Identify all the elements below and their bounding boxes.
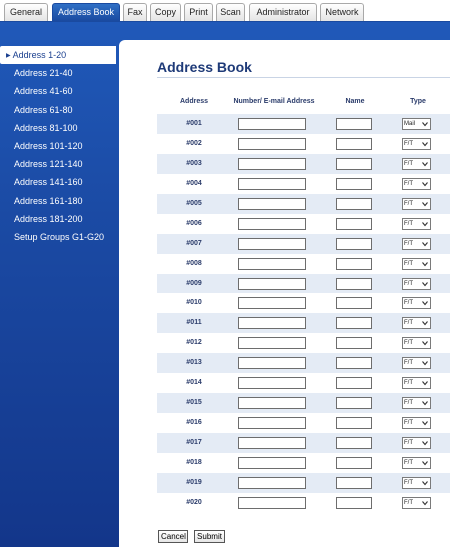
number-email-input[interactable] <box>238 357 306 369</box>
name-input[interactable] <box>336 238 372 250</box>
sidebar-item-address-181-200[interactable]: Address 181-200 <box>14 213 83 224</box>
type-select-value: F/T <box>404 240 413 247</box>
name-input[interactable] <box>336 258 372 270</box>
name-input[interactable] <box>336 158 372 170</box>
tab-print[interactable]: Print <box>184 3 213 21</box>
sidebar-item-address-41-60[interactable]: Address 41-60 <box>14 86 73 97</box>
type-select-value: F/T <box>404 160 413 167</box>
address-id: #016 <box>186 419 202 427</box>
address-id: #011 <box>186 319 202 327</box>
type-select-value: F/T <box>404 260 413 267</box>
type-select-value: F/T <box>404 420 413 427</box>
type-select[interactable] <box>402 178 431 190</box>
tab-scan[interactable]: Scan <box>216 3 245 21</box>
chevron-down-icon <box>421 499 429 507</box>
type-select-value: F/T <box>404 499 413 506</box>
top-tab-bar <box>0 0 450 22</box>
triangle-right-icon: ▶ <box>6 53 11 59</box>
name-input[interactable] <box>336 118 372 130</box>
tab-general[interactable]: General <box>4 3 48 21</box>
type-select[interactable] <box>402 118 431 130</box>
type-select-value: F/T <box>404 400 413 407</box>
chevron-down-icon <box>421 260 429 268</box>
name-input[interactable] <box>336 437 372 449</box>
chevron-down-icon <box>421 180 429 188</box>
number-email-input[interactable] <box>238 158 306 170</box>
title-divider <box>157 77 450 78</box>
sidebar-item-address-61-80[interactable]: Address 61-80 <box>14 104 73 115</box>
sidebar-item-setup-groups[interactable]: Setup Groups G1-G20 <box>14 231 105 242</box>
table-row <box>157 333 450 353</box>
chevron-down-icon <box>421 280 429 288</box>
name-input[interactable] <box>336 317 372 329</box>
sidebar-item-address-141-160[interactable]: Address 141-160 <box>14 177 83 188</box>
address-id: #018 <box>186 458 202 466</box>
address-table <box>157 114 450 513</box>
table-row <box>157 254 450 274</box>
address-id: #005 <box>186 199 202 207</box>
sidebar-item-address-101-120[interactable]: Address 101-120 <box>14 140 83 151</box>
type-select-value: Mail <box>404 121 416 127</box>
type-select[interactable] <box>402 417 431 429</box>
table-row <box>157 353 450 373</box>
chevron-down-icon <box>421 200 429 208</box>
type-select-value: F/T <box>404 140 413 147</box>
chevron-down-icon <box>421 419 429 427</box>
number-email-input[interactable] <box>238 477 306 489</box>
address-id: #014 <box>186 379 202 387</box>
type-select[interactable] <box>402 357 431 369</box>
type-select[interactable] <box>402 497 431 509</box>
address-id: #002 <box>186 139 202 147</box>
type-select-value: F/T <box>404 280 413 287</box>
chevron-down-icon <box>421 299 429 307</box>
table-row <box>157 194 450 214</box>
type-select-value: F/T <box>404 340 413 347</box>
chevron-down-icon <box>421 120 429 128</box>
table-row <box>157 174 450 194</box>
type-select[interactable] <box>402 457 431 469</box>
table-row <box>157 234 450 254</box>
address-id: #010 <box>186 299 202 307</box>
type-select-value: F/T <box>404 220 413 227</box>
chevron-down-icon <box>421 240 429 248</box>
address-id: #006 <box>186 219 202 227</box>
name-input[interactable] <box>336 178 372 190</box>
address-id: #007 <box>186 239 202 247</box>
table-row <box>157 393 450 413</box>
table-row <box>157 134 450 154</box>
table-row <box>157 493 450 513</box>
chevron-down-icon <box>421 160 429 168</box>
number-email-input[interactable] <box>238 218 306 230</box>
cancel-button[interactable]: Cancel <box>158 530 188 543</box>
number-email-input[interactable] <box>238 397 306 409</box>
table-row <box>157 373 450 393</box>
chevron-down-icon <box>421 220 429 228</box>
number-email-input[interactable] <box>238 238 306 250</box>
sidebar-item-address-121-140[interactable]: Address 121-140 <box>14 159 83 170</box>
type-select-value: F/T <box>404 200 413 207</box>
number-email-input[interactable] <box>238 457 306 469</box>
table-row <box>157 453 450 473</box>
sidebar-item-address-21-40[interactable]: Address 21-40 <box>14 68 73 79</box>
name-input[interactable] <box>336 278 372 290</box>
chevron-down-icon <box>421 140 429 148</box>
name-input[interactable] <box>336 198 372 210</box>
number-email-input[interactable] <box>238 118 306 130</box>
type-select[interactable] <box>402 397 431 409</box>
name-input[interactable] <box>336 397 372 409</box>
chevron-down-icon <box>421 439 429 447</box>
type-select-value: F/T <box>404 300 413 307</box>
column-header-name: Name <box>345 98 365 105</box>
name-input[interactable] <box>336 417 372 429</box>
table-row <box>157 413 450 433</box>
column-header-type: Type <box>410 98 426 105</box>
type-select[interactable] <box>402 317 431 329</box>
type-select[interactable] <box>402 477 431 489</box>
table-row <box>157 473 450 493</box>
number-email-input[interactable] <box>238 258 306 270</box>
address-id: #012 <box>186 339 202 347</box>
address-id: #003 <box>186 159 202 167</box>
table-row <box>157 114 450 134</box>
type-select[interactable] <box>402 198 431 210</box>
table-row <box>157 154 450 174</box>
type-select-value: F/T <box>404 380 413 387</box>
table-row <box>157 214 450 234</box>
address-id: #008 <box>186 259 202 267</box>
sidebar-item-address-81-100[interactable]: Address 81-100 <box>14 122 78 133</box>
name-input[interactable] <box>336 457 372 469</box>
number-email-input[interactable] <box>238 377 306 389</box>
name-input[interactable] <box>336 297 372 309</box>
address-id: #004 <box>186 179 202 187</box>
type-select[interactable] <box>402 258 431 270</box>
type-select[interactable] <box>402 297 431 309</box>
type-select[interactable] <box>402 377 431 389</box>
tab-address-book[interactable]: Address Book <box>52 3 120 21</box>
number-email-input[interactable] <box>238 297 306 309</box>
column-header-number: Number/ E-mail Address <box>233 98 315 105</box>
type-select[interactable] <box>402 138 431 150</box>
table-row <box>157 274 450 294</box>
main-panel <box>119 40 450 547</box>
type-select-value: F/T <box>404 360 413 367</box>
number-email-input[interactable] <box>238 198 306 210</box>
tab-network[interactable]: Network <box>320 3 364 21</box>
address-id: #013 <box>186 359 202 367</box>
type-select[interactable] <box>402 238 431 250</box>
address-id: #001 <box>186 120 202 127</box>
chevron-down-icon <box>421 459 429 467</box>
name-input[interactable] <box>336 357 372 369</box>
address-id: #019 <box>186 478 202 486</box>
number-email-input[interactable] <box>238 337 306 349</box>
number-email-input[interactable] <box>238 138 306 150</box>
sidebar-item-label: Address 1-20 <box>12 50 67 60</box>
sidebar <box>0 46 116 246</box>
number-email-input[interactable] <box>238 178 306 190</box>
number-email-input[interactable] <box>238 437 306 449</box>
type-select[interactable] <box>402 437 431 449</box>
number-email-input[interactable] <box>238 497 306 509</box>
type-select[interactable] <box>402 278 431 290</box>
tab-copy[interactable]: Copy <box>150 3 181 21</box>
type-select-value: F/T <box>404 459 413 466</box>
table-row <box>157 293 450 313</box>
number-email-input[interactable] <box>238 278 306 290</box>
number-email-input[interactable] <box>238 317 306 329</box>
name-input[interactable] <box>336 377 372 389</box>
chevron-down-icon <box>421 359 429 367</box>
chevron-down-icon <box>421 479 429 487</box>
tab-administrator[interactable]: Administrator <box>249 3 317 21</box>
type-select[interactable] <box>402 158 431 170</box>
chevron-down-icon <box>421 379 429 387</box>
column-header-address: Address <box>179 98 208 105</box>
address-id: #009 <box>186 279 202 287</box>
address-id: #017 <box>186 439 202 446</box>
number-email-input[interactable] <box>238 417 306 429</box>
type-select-value: F/T <box>404 320 413 327</box>
submit-button[interactable]: Submit <box>194 530 225 543</box>
name-input[interactable] <box>336 138 372 150</box>
name-input[interactable] <box>336 337 372 349</box>
chevron-down-icon <box>421 339 429 347</box>
name-input[interactable] <box>336 477 372 489</box>
page-title: Address Book <box>157 59 252 75</box>
tab-fax[interactable]: Fax <box>123 3 147 21</box>
type-select[interactable] <box>402 337 431 349</box>
type-select-value: F/T <box>404 180 413 187</box>
type-select-value: F/T <box>404 440 413 446</box>
sidebar-item-address-1-20[interactable] <box>0 46 116 64</box>
address-id: #015 <box>186 399 202 407</box>
address-id: #020 <box>186 498 202 506</box>
chevron-down-icon <box>421 399 429 407</box>
table-row <box>157 433 450 453</box>
name-input[interactable] <box>336 497 372 509</box>
type-select[interactable] <box>402 218 431 230</box>
chevron-down-icon <box>421 319 429 327</box>
sidebar-item-address-161-180[interactable]: Address 161-180 <box>14 195 83 206</box>
table-row <box>157 313 450 333</box>
type-select-value: F/T <box>404 479 413 486</box>
name-input[interactable] <box>336 218 372 230</box>
